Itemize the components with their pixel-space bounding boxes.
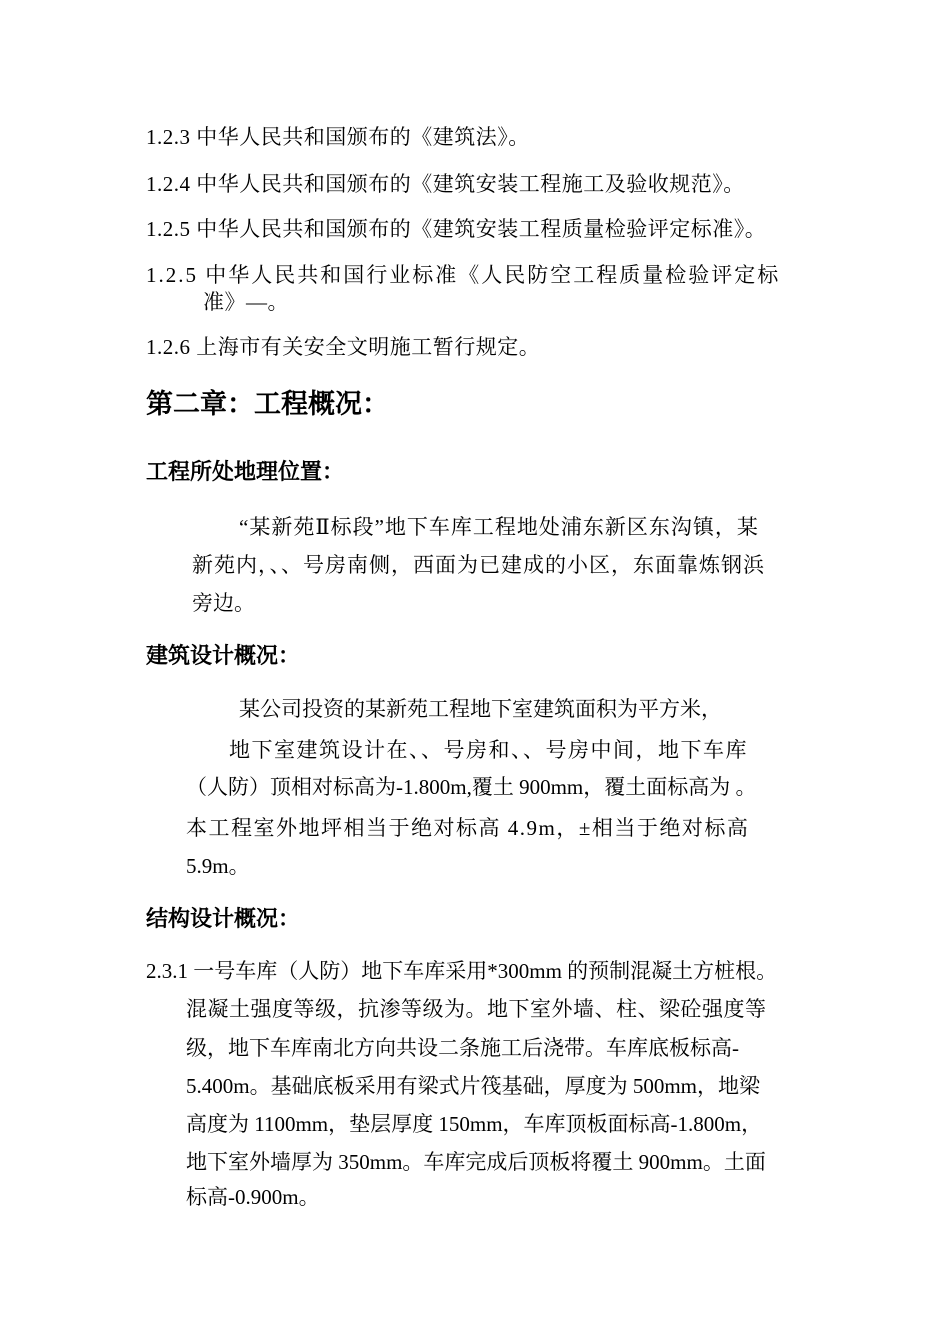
paragraph-line: 2.3.1 一号车库（人防）地下车库采用*300mm 的预制混凝土方桩根。: [146, 959, 778, 983]
section-heading-structure: 结构设计概况：: [146, 907, 301, 932]
paragraph-line: 旁边。: [192, 591, 255, 615]
paragraph-line: 标高-0.900m。: [186, 1185, 320, 1209]
paragraph-line: 高度为 1100mm，垫层厚度 150mm，车库顶板面标高-1.800m，: [186, 1112, 763, 1136]
section-heading-location: 工程所处地理位置：: [146, 460, 345, 485]
paragraph-line: 级，地下车库南北方向共设二条施工后浇带。车库底板标高-: [186, 1036, 739, 1060]
paragraph-line: 某公司投资的某新苑工程地下室建筑面积为平方米，: [239, 697, 722, 721]
paragraph-line: 混凝土强度等级，抗渗等级为。地下室外墙、柱、梁砼强度等: [186, 997, 767, 1021]
chapter-title: 第二章：工程概况：: [146, 389, 389, 420]
reference-item: 1.2.3 中华人民共和国颁布的《建筑法》。: [146, 125, 530, 149]
paragraph-line: 新苑内，、、号房南侧，西面为已建成的小区，东面靠炼钢浜: [192, 553, 765, 577]
paragraph-line: 本工程室外地坪相当于绝对标高 4.9m，±相当于绝对标高: [186, 816, 750, 840]
reference-item: 1.2.5 中华人民共和国颁布的《建筑安装工程质量检验评定标准》。: [146, 217, 767, 241]
paragraph-line: 5.9m。: [186, 854, 250, 878]
paragraph-line: “某新苑Ⅱ标段”地下车库工程地处浦东新区东沟镇，某: [239, 515, 759, 539]
reference-item: 1.2.6 上海市有关安全文明施工暂行规定。: [146, 335, 541, 359]
reference-item-continuation: 准》—。: [203, 290, 289, 314]
reference-item: 1.2.5 中华人民共和国行业标准《人民防空工程质量检验评定标: [146, 263, 781, 287]
paragraph-line: （人防）顶相对标高为-1.800m,覆土 900mm，覆土面标高为 。: [186, 775, 757, 799]
paragraph-line: 5.400m。基础底板采用有梁式片筏基础，厚度为 500mm，地梁: [186, 1074, 761, 1098]
section-heading-architecture: 建筑设计概况：: [146, 644, 301, 669]
paragraph-line: 地下室外墙厚为 350mm。车库完成后顶板将覆土 900mm。土面: [186, 1150, 766, 1174]
paragraph-line: 地下室建筑设计在、、号房和、、号房中间，地下车库: [229, 738, 748, 762]
reference-item: 1.2.4 中华人民共和国颁布的《建筑安装工程施工及验收规范》。: [146, 172, 745, 196]
